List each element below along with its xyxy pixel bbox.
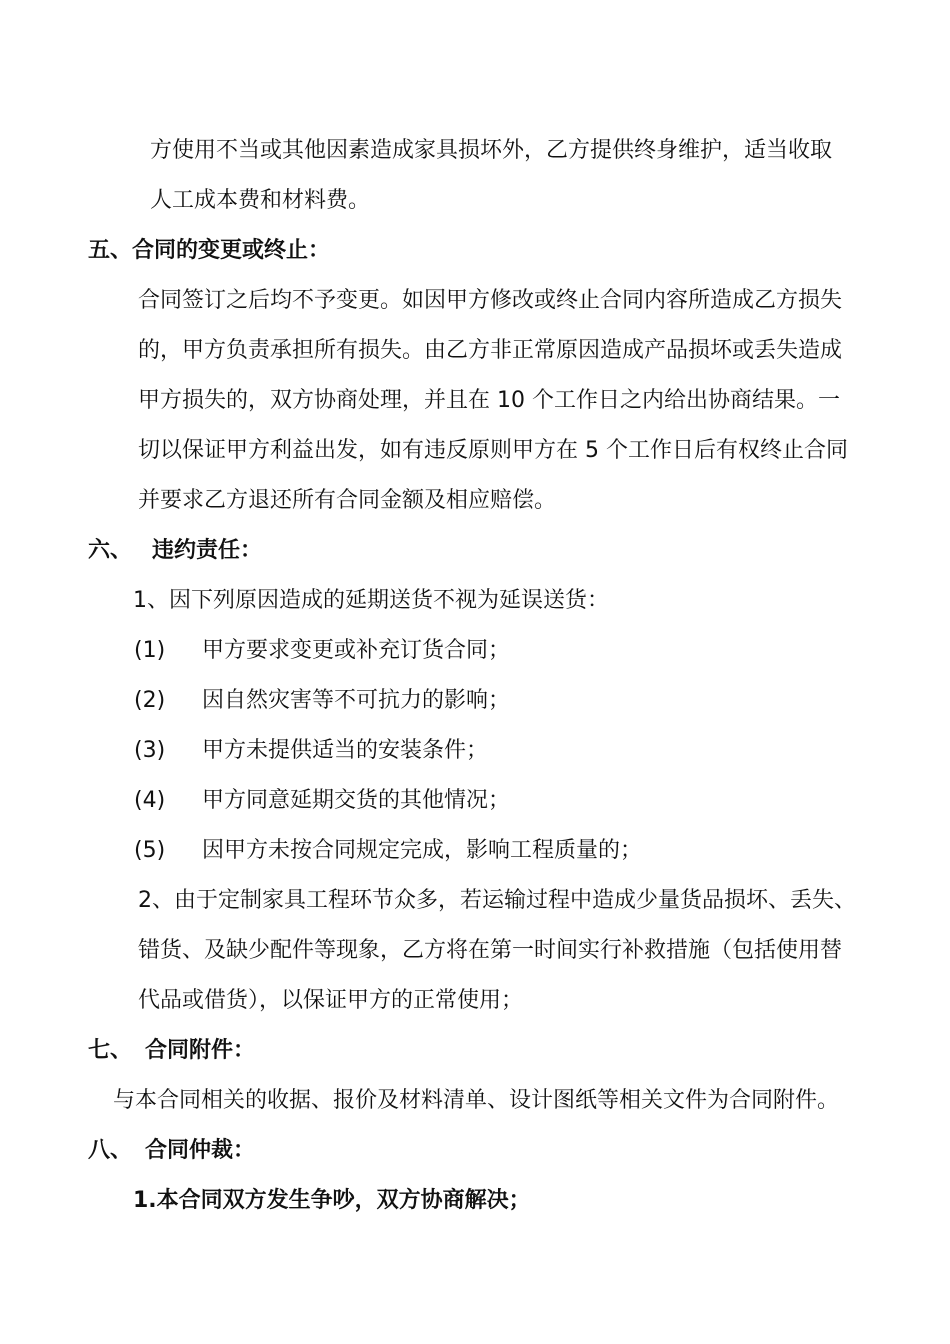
section-heading-6: 违约责任： [152,538,263,563]
section-number-7: 七、 [88,1038,133,1063]
list-item-text: 因自然灾害等不可抗力的影响； [202,688,511,713]
section-number-6: 六、 [88,538,133,563]
section-heading-8: 合同仲裁： [145,1138,256,1163]
paragraph-line: 并要求乙方退还所有合同金额及相应赔偿。 [138,488,557,513]
clause-line: 代品或借货），以保证甲方的正常使用； [138,988,524,1013]
section-heading-5: 五、合同的变更或终止： [88,238,331,263]
list-item-text: 甲方未提供适当的安装条件； [202,738,489,763]
list-item-text: 因甲方未按合同规定完成，影响工程质量的； [202,838,643,863]
paragraph-line: 人工成本费和材料费。 [150,188,371,213]
paragraph-line: 甲方损失的，双方协商处理，并且在 10 个工作日之内给出协商结果。一 [138,388,840,413]
list-item-text: 甲方同意延期交货的其他情况； [202,788,511,813]
list-item-number: (5) [134,838,166,863]
paragraph-line: 与本合同相关的收据、报价及材料清单、设计图纸等相关文件为合同附件。 [113,1088,840,1113]
clause-line: 错货、及缺少配件等现象，乙方将在第一时间实行补救措施（包括使用替 [138,938,843,963]
list-item-number: (4) [134,788,166,813]
list-item-number: (3) [134,738,166,763]
paragraph-line: 的，甲方负责承担所有损失。由乙方非正常原因造成产品损坏或丢失造成 [138,338,843,363]
list-item-text: 甲方要求变更或补充订货合同； [202,638,511,663]
clause-line: 2、由于定制家具工程环节众多，若运输过程中造成少量货品损坏、丢失、 [138,888,856,913]
clause-line: 1、因下列原因造成的延期送货不视为延误送货： [133,588,609,613]
clause-line: 1.本合同双方发生争吵，双方协商解决； [133,1188,531,1213]
section-heading-7: 合同附件： [145,1038,256,1063]
paragraph-line: 方使用不当或其他因素造成家具损坏外，乙方提供终身维护，适当收取 [150,138,833,163]
list-item-number: (2) [134,688,166,713]
section-number-8: 八、 [88,1138,133,1163]
list-item-number: (1) [134,638,166,663]
paragraph-line: 合同签订之后均不予变更。如因甲方修改或终止合同内容所造成乙方损失 [138,288,843,313]
paragraph-line: 切以保证甲方利益出发，如有违反原则甲方在 5 个工作日后有权终止合同 [138,438,848,463]
